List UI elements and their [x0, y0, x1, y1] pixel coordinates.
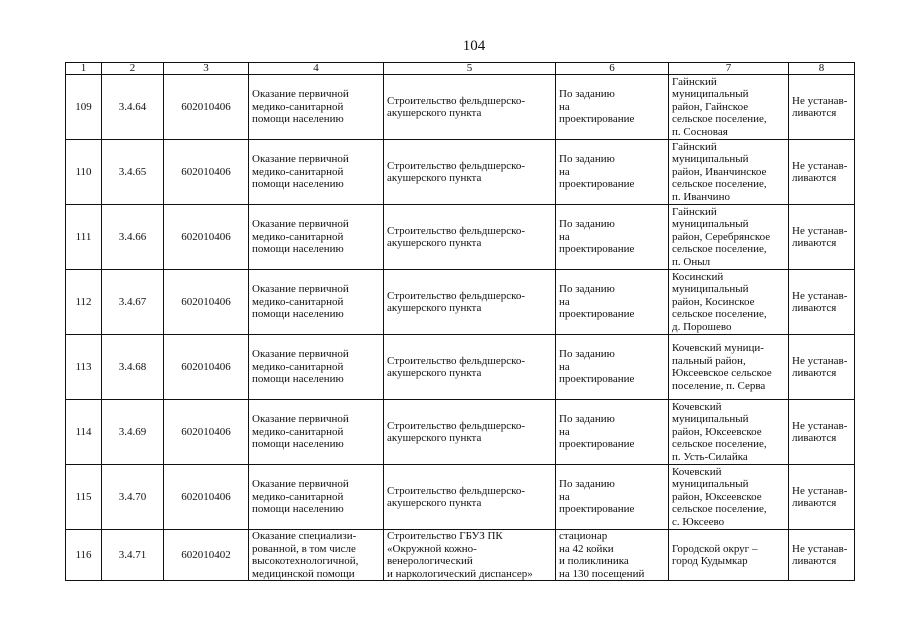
cell-purpose: Оказание первичной медико-санитарной помощи населению — [249, 335, 384, 400]
cell-classifier-code: 602010406 — [164, 205, 249, 270]
column-header-7: 7 — [669, 63, 789, 75]
column-header-6: 6 — [556, 63, 669, 75]
table-row — [66, 270, 855, 335]
cell-location: Кочевский муниципальный район, Юксеевское сельское поселение, с. Юксеево — [669, 465, 789, 530]
cell-row-number: 113 — [66, 335, 102, 400]
table-row — [66, 205, 855, 270]
cell-capacity: По заданию на проектирование — [556, 270, 669, 335]
cell-purpose: Оказание первичной медико-санитарной помощи населению — [249, 205, 384, 270]
cell-purpose: Оказание первичной медико-санитарной помощи населению — [249, 400, 384, 465]
cell-object-name: Строительство фельдшерско- акушерского пункта — [384, 75, 556, 140]
cell-classifier-code: 602010406 — [164, 465, 249, 530]
column-header-2: 2 — [102, 63, 164, 75]
cell-object-code: 3.4.70 — [102, 465, 164, 530]
column-header-8: 8 — [789, 63, 855, 75]
cell-purpose: Оказание специализи- рованной, в том числе высокотехнологичной, медицинской помощи — [249, 530, 384, 581]
registry-table — [65, 62, 855, 581]
cell-row-number: 116 — [66, 530, 102, 581]
cell-location: Кочевский муници- пальный район, Юксеевское сельское поселение, п. Серва — [669, 335, 789, 400]
header-row — [66, 63, 855, 75]
cell-capacity: По заданию на проектирование — [556, 140, 669, 205]
table-row — [66, 140, 855, 205]
cell-protection-zone: Не устанав- ливаются — [789, 400, 855, 465]
cell-capacity: По заданию на проектирование — [556, 75, 669, 140]
table-row — [66, 335, 855, 400]
cell-classifier-code: 602010402 — [164, 530, 249, 581]
cell-capacity: По заданию на проектирование — [556, 205, 669, 270]
cell-classifier-code: 602010406 — [164, 270, 249, 335]
cell-object-code: 3.4.67 — [102, 270, 164, 335]
cell-protection-zone: Не устанав- ливаются — [789, 465, 855, 530]
table-header — [66, 63, 855, 75]
cell-row-number: 110 — [66, 140, 102, 205]
column-header-1: 1 — [66, 63, 102, 75]
cell-protection-zone: Не устанав- ливаются — [789, 335, 855, 400]
cell-row-number: 112 — [66, 270, 102, 335]
table-row — [66, 530, 855, 581]
cell-object-code: 3.4.69 — [102, 400, 164, 465]
cell-object-name: Строительство ГБУЗ ПК «Окружной кожно- венерологический и наркологический диспансер» — [384, 530, 556, 581]
cell-object-code: 3.4.68 — [102, 335, 164, 400]
cell-purpose: Оказание первичной медико-санитарной помощи населению — [249, 465, 384, 530]
table-body — [66, 75, 855, 581]
cell-location: Кочевский муниципальный район, Юксеевское сельское поселение, п. Усть-Силайка — [669, 400, 789, 465]
cell-purpose: Оказание первичной медико-санитарной помощи населению — [249, 270, 384, 335]
cell-protection-zone: Не устанав- ливаются — [789, 205, 855, 270]
cell-object-code: 3.4.64 — [102, 75, 164, 140]
cell-classifier-code: 602010406 — [164, 75, 249, 140]
cell-row-number: 111 — [66, 205, 102, 270]
cell-row-number: 114 — [66, 400, 102, 465]
column-header-5: 5 — [384, 63, 556, 75]
cell-location: Косинский муниципальный район, Косинское сельское поселение, д. Порошево — [669, 270, 789, 335]
column-header-3: 3 — [164, 63, 249, 75]
cell-object-name: Строительство фельдшерско- акушерского пункта — [384, 400, 556, 465]
cell-protection-zone: Не устанав- ливаются — [789, 270, 855, 335]
page-number: 104 — [462, 38, 486, 54]
cell-protection-zone: Не устанав- ливаются — [789, 530, 855, 581]
table-row — [66, 400, 855, 465]
table-row — [66, 75, 855, 140]
cell-location: Городской округ – город Кудымкар — [669, 530, 789, 581]
cell-purpose: Оказание первичной медико-санитарной помощи населению — [249, 75, 384, 140]
cell-purpose: Оказание первичной медико-санитарной помощи населению — [249, 140, 384, 205]
cell-classifier-code: 602010406 — [164, 400, 249, 465]
cell-object-code: 3.4.66 — [102, 205, 164, 270]
column-header-4: 4 — [249, 63, 384, 75]
cell-object-name: Строительство фельдшерско- акушерского пункта — [384, 205, 556, 270]
cell-protection-zone: Не устанав- ливаются — [789, 75, 855, 140]
cell-capacity: По заданию на проектирование — [556, 400, 669, 465]
cell-object-name: Строительство фельдшерско- акушерского пункта — [384, 140, 556, 205]
cell-object-name: Строительство фельдшерско- акушерского пункта — [384, 270, 556, 335]
cell-capacity: стационар на 42 койки и поликлиника на 130 посещений — [556, 530, 669, 581]
cell-object-name: Строительство фельдшерско- акушерского пункта — [384, 335, 556, 400]
cell-classifier-code: 602010406 — [164, 140, 249, 205]
cell-classifier-code: 602010406 — [164, 335, 249, 400]
cell-object-code: 3.4.65 — [102, 140, 164, 205]
cell-row-number: 115 — [66, 465, 102, 530]
cell-object-code: 3.4.71 — [102, 530, 164, 581]
cell-capacity: По заданию на проектирование — [556, 335, 669, 400]
cell-location: Гайнский муниципальный район, Гайнское сельское поселение, п. Сосновая — [669, 75, 789, 140]
table-row — [66, 465, 855, 530]
cell-location: Гайнский муниципальный район, Иванчинское сельское поселение, п. Иванчино — [669, 140, 789, 205]
cell-object-name: Строительство фельдшерско- акушерского пункта — [384, 465, 556, 530]
cell-row-number: 109 — [66, 75, 102, 140]
cell-location: Гайнский муниципальный район, Серебрянское сельское поселение, п. Оныл — [669, 205, 789, 270]
cell-capacity: По заданию на проектирование — [556, 465, 669, 530]
cell-protection-zone: Не устанав- ливаются — [789, 140, 855, 205]
